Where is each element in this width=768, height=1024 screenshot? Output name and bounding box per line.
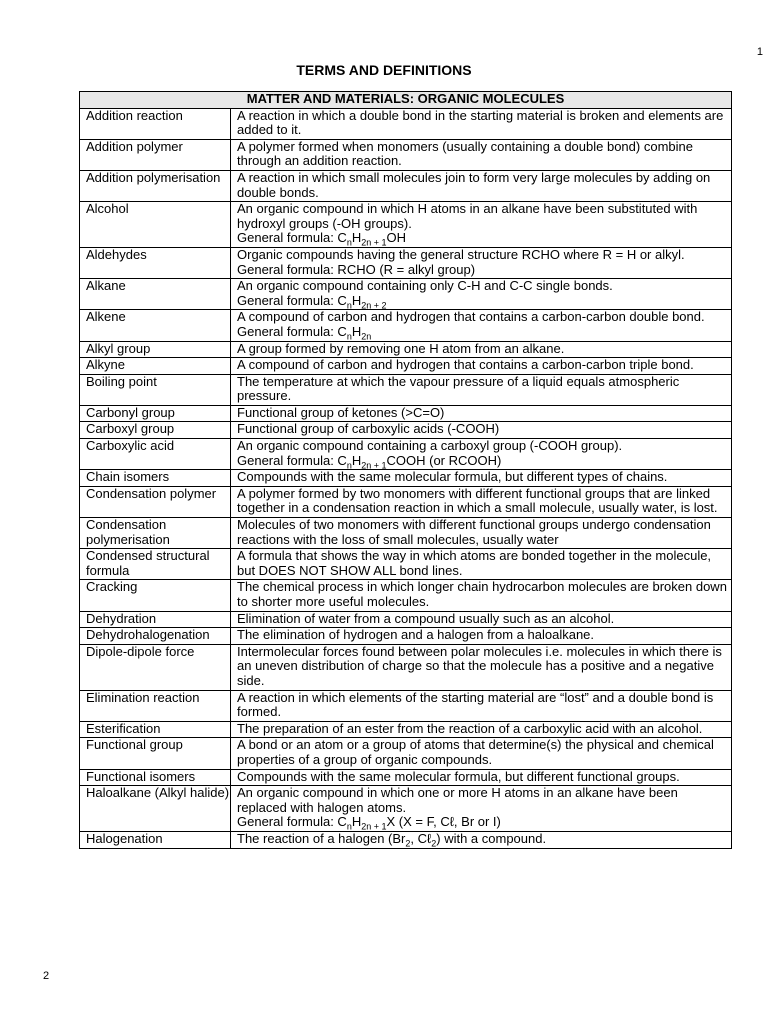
table-row <box>80 439 732 470</box>
definition-cell <box>231 108 732 139</box>
term-cell: Alkane <box>80 279 231 310</box>
definition-text: The temperature at which the vapour pressure of a liquid equals atmospheric pressure. <box>237 374 680 404</box>
definition-text: A group formed by removing one H atom from an alkane. <box>237 341 565 356</box>
table-row <box>80 738 732 769</box>
definition-text: An organic compound containing only C-H and C-C single bonds. <box>237 278 613 294</box>
term-cell: Alkyne <box>80 358 231 375</box>
table-row <box>80 721 732 738</box>
term-cell: Alkene <box>80 310 231 341</box>
definition-text: Organic compounds having the general structure RCHO where R = H or alkyl. <box>237 247 685 262</box>
term-cell: Cracking <box>80 580 231 611</box>
definition-text: An organic compound in which H atoms in an alkane have been substituted with hydroxyl groups (-OH groups). <box>237 201 698 231</box>
table-row <box>80 786 732 832</box>
general-formula: General formula: $C_nH_{2n + 2}$ <box>237 292 387 310</box>
table-row <box>80 139 732 170</box>
table-row <box>80 580 732 611</box>
definition-cell <box>231 279 732 310</box>
term-cell: Esterification <box>80 721 231 738</box>
definition-cell <box>231 202 732 248</box>
definition-text: The chemical process in which longer chain hydrocarbon molecules are broken down to shorter more useful molecules. <box>237 579 727 609</box>
definition-cell <box>231 628 732 645</box>
term-cell: Functional isomers <box>80 769 231 786</box>
definition-cell <box>231 439 732 470</box>
definition-text: Molecules of two monomers with different functional groups undergo condensation reactions with the loss of small molecules, usually water <box>237 517 711 547</box>
table-row <box>80 831 732 848</box>
term-cell: Addition polymer <box>80 139 231 170</box>
definition-text: Compounds with the same molecular formula, but different types of chains. <box>237 469 668 485</box>
definition-text: A compound of carbon and hydrogen that contains a carbon-carbon triple bond. <box>237 357 694 373</box>
definition-text: An organic compound containing a carboxyl group (-COOH group). <box>237 438 623 454</box>
table-row <box>80 108 732 139</box>
definition-cell <box>231 358 732 375</box>
table-row <box>80 470 732 487</box>
table-row <box>80 644 732 690</box>
definition-text: Compounds with the same molecular formula, but different functional groups. <box>237 769 680 784</box>
definition-text: Elimination of water from a compound usually such as an alcohol. <box>237 611 615 626</box>
definition-text: A polymer formed by two monomers with different functional groups that are linked together in a condensation reaction in which a small molecule, usually water, is lost. <box>237 486 718 516</box>
term-cell: Functional group <box>80 738 231 769</box>
term-cell: Addition reaction <box>80 108 231 139</box>
definition-cell <box>231 139 732 170</box>
general-formula: General formula: $C_nH_{2n + 1}OH$ <box>237 230 407 248</box>
general-formula: General formula: $C_nH_{2n}$ <box>237 323 372 341</box>
definition-text: Functional group of carboxylic acids (-COOH) <box>237 421 500 437</box>
section-heading-row <box>80 92 732 109</box>
table-row <box>80 769 732 786</box>
definition-text: A polymer formed when monomers (usually containing a double bond) combine through an addition reaction. <box>237 139 693 169</box>
term-cell: Aldehydes <box>80 247 231 278</box>
term-cell: Dehydration <box>80 611 231 628</box>
definition-text: Functional group of ketones (>C=O) <box>237 405 445 420</box>
definition-text: A compound of carbon and hydrogen that contains a carbon-carbon double bond. <box>237 309 705 325</box>
term-cell: Carbonyl group <box>80 405 231 422</box>
table-row <box>80 202 732 248</box>
term-cell: Condensation polymer <box>80 486 231 517</box>
term-cell: Dipole-dipole force <box>80 644 231 690</box>
table-row <box>80 628 732 645</box>
table-row <box>80 310 732 341</box>
table-row <box>80 405 732 422</box>
table-row <box>80 611 732 628</box>
term-cell: Condensed structural formula <box>80 549 231 580</box>
definition-text: A reaction in which elements of the starting material are “lost” and a double bond is formed. <box>237 690 714 720</box>
table-row <box>80 279 732 310</box>
table-row <box>80 170 732 201</box>
term-cell: Alkyl group <box>80 341 231 358</box>
term-cell: Carboxylic acid <box>80 439 231 470</box>
general-formula: General formula: $C_nH_{2n + 1}X$ (X = F, Cℓ, Br or I) <box>237 814 501 832</box>
definition-text: Intermolecular forces found between polar molecules i.e. molecules in which there is an uneven distribution of charge so that the molecule has a positive and a negative side. <box>237 644 722 688</box>
term-cell: Elimination reaction <box>80 690 231 721</box>
term-cell: Carboxyl group <box>80 422 231 439</box>
term-cell: Chain isomers <box>80 470 231 487</box>
definition-cell <box>231 341 732 358</box>
definition-cell <box>231 470 732 487</box>
terms-body <box>80 108 732 848</box>
definition-text: The elimination of hydrogen and a halogen from a haloalkane. <box>237 627 595 643</box>
term-cell: Haloalkane (Alkyl halide) <box>80 786 231 832</box>
term-cell: Alcohol <box>80 202 231 248</box>
definition-cell <box>231 721 732 738</box>
definition-cell: The reaction of a halogen ($Br_2$, Cℓ$_2$) with a compound. <box>231 831 732 848</box>
table-row <box>80 374 732 405</box>
definition-text: A bond or an atom or a group of atoms that determine(s) the physical and chemical properties of a group of organic compounds. <box>237 737 714 767</box>
definition-text: A reaction in which a double bond in the starting material is broken and elements are added to it. <box>237 108 724 138</box>
page-number-top: 1 <box>756 46 763 58</box>
definition-cell <box>231 738 732 769</box>
definition-cell <box>231 580 732 611</box>
table-row <box>80 486 732 517</box>
definition-text: The preparation of an ester from the reaction of a carboxylic acid with an alcohol. <box>237 721 703 736</box>
term-cell: Condensation polymerisation <box>80 518 231 549</box>
definition-cell <box>231 769 732 786</box>
definition-cell <box>231 405 732 422</box>
term-cell: Addition polymerisation <box>80 170 231 201</box>
term-cell: Halogenation <box>80 831 231 848</box>
definition-cell <box>231 310 732 341</box>
page-number-bottom: 2 <box>43 970 50 982</box>
table-row <box>80 341 732 358</box>
section-heading: MATTER AND MATERIALS: ORGANIC MOLECULES <box>80 92 732 109</box>
table-row <box>80 549 732 580</box>
term-cell: Dehydrohalogenation <box>80 628 231 645</box>
table-row <box>80 422 732 439</box>
table-row <box>80 358 732 375</box>
general-formula: General formula: $C_nH_{2n + 1}COOH$ (or RCOOH) <box>237 452 502 470</box>
definition-cell <box>231 644 732 690</box>
definition-text: An organic compound in which one or more H atoms in an alkane have been replaced with halogen atoms. <box>237 785 678 815</box>
term-cell: Boiling point <box>80 374 231 405</box>
definition-cell <box>231 549 732 580</box>
general-formula: General formula: RCHO (R = alkyl group) <box>237 261 476 277</box>
table-row <box>80 690 732 721</box>
definition-cell <box>231 374 732 405</box>
table-row <box>80 518 732 549</box>
terms-table <box>79 91 732 849</box>
definition-cell <box>231 690 732 721</box>
definition-text: A formula that shows the way in which atoms are bonded together in the molecule, but DOES NOT SHOW ALL bond lines. <box>237 548 712 578</box>
definition-cell <box>231 247 732 278</box>
definition-cell <box>231 170 732 201</box>
definition-cell <box>231 518 732 549</box>
definition-cell <box>231 422 732 439</box>
definition-cell <box>231 786 732 832</box>
definition-text: A reaction in which small molecules join to form very large molecules by adding on double bonds. <box>237 170 711 200</box>
definition-cell <box>231 486 732 517</box>
definition-cell <box>231 611 732 628</box>
page-title: TERMS AND DEFINITIONS <box>296 62 472 78</box>
table-row <box>80 247 732 278</box>
